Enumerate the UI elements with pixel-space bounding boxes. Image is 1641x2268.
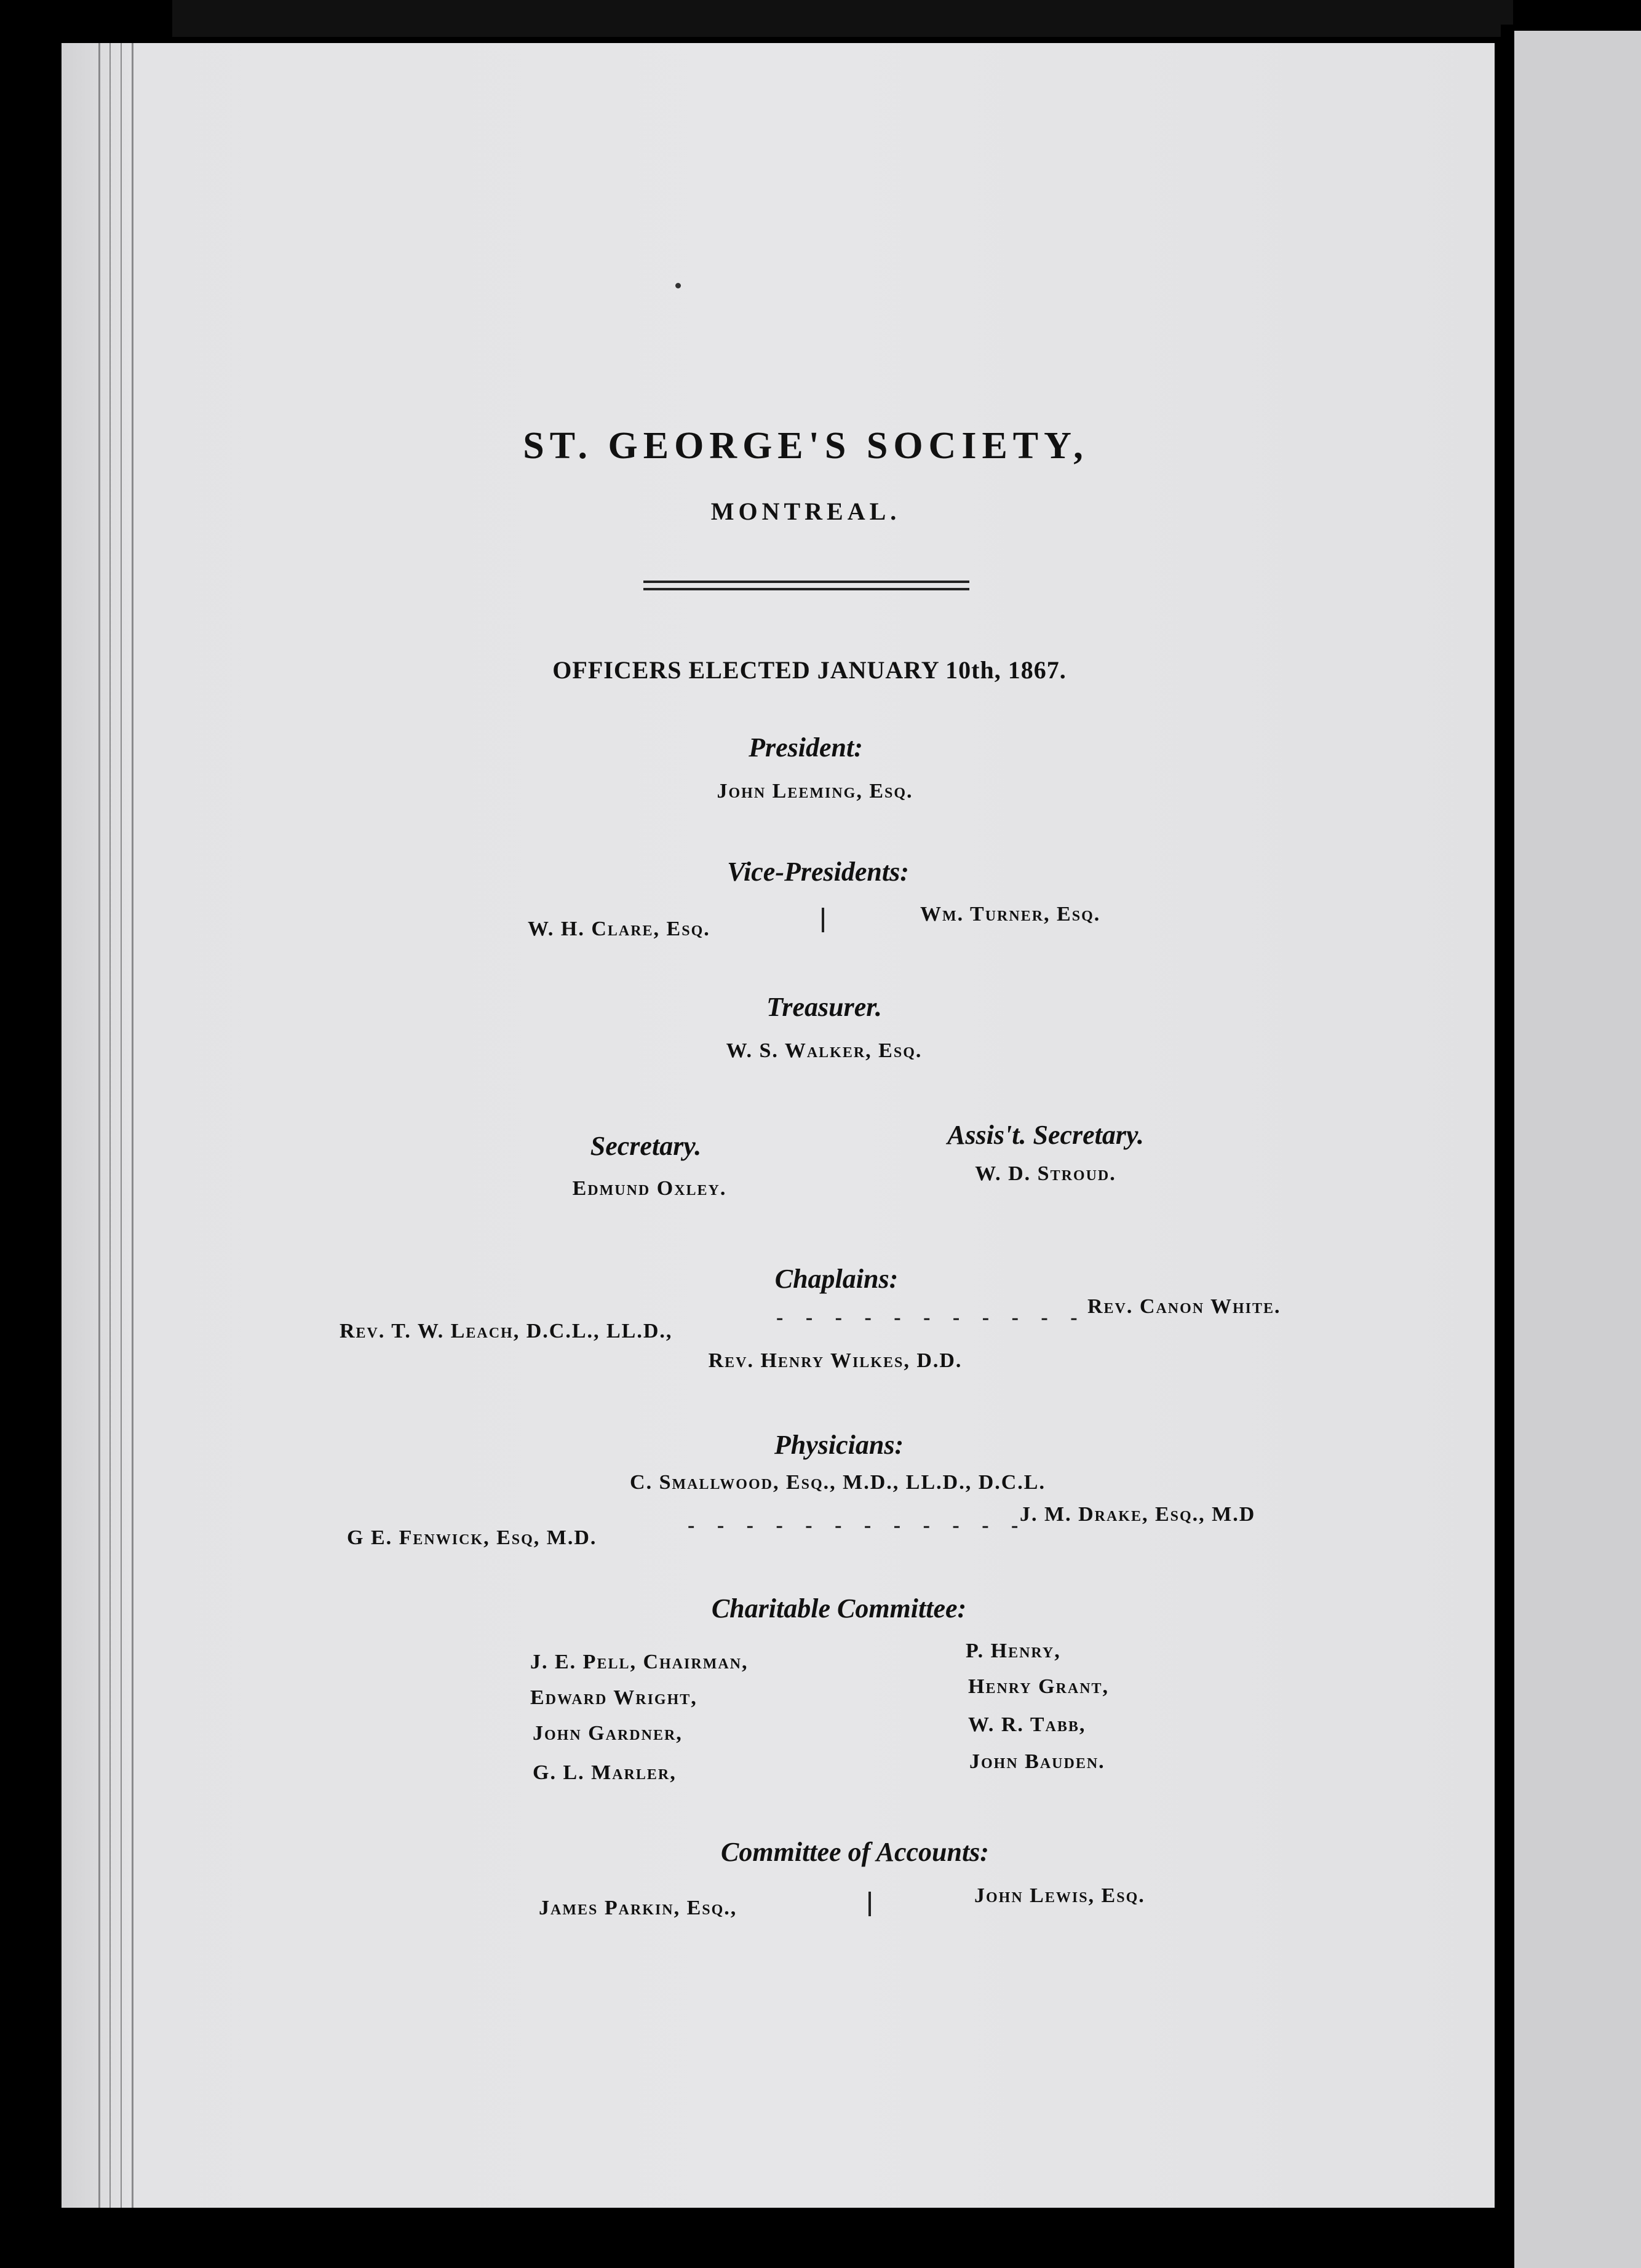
president-name: John Leeming, Esq. (717, 780, 913, 803)
treasurer-name: W. S. Walker, Esq. (726, 1039, 923, 1062)
charitable-member-left: G. L. Marler, (533, 1761, 677, 1784)
title-rule (643, 588, 969, 590)
document-title: ST. GEORGE'S SOCIETY, (523, 425, 1089, 467)
physician-center: C. Smallwood, Esq., M.D., LL.D., D.C.L. (630, 1471, 1046, 1494)
charitable-member-right: P. Henry, (966, 1640, 1061, 1662)
physician-left: G E. Fenwick, Esq, M.D. (347, 1526, 597, 1549)
page-sheet (62, 43, 1495, 2208)
president-label: President: (749, 732, 863, 763)
chaplains-label: Chaplains: (774, 1264, 899, 1294)
ink-speck (675, 283, 681, 288)
title-rule (643, 581, 969, 583)
vice-president-right: Wm. Turner, Esq. (920, 903, 1101, 926)
charitable-member-right: John Bauden. (969, 1750, 1105, 1773)
assistant-secretary-label: Assis't. Secretary. (947, 1120, 1144, 1150)
treasurer-label: Treasurer. (766, 992, 882, 1022)
page-gutter (1501, 25, 1514, 2268)
chaplain-right: Rev. Canon White. (1087, 1295, 1281, 1318)
secretary-label: Secretary. (590, 1131, 702, 1161)
charitable-committee-label: Charitable Committee: (711, 1593, 967, 1624)
officers-heading: OFFICERS ELECTED JANUARY 10th, 1867. (552, 656, 1067, 684)
document-subtitle: MONTREAL. (710, 498, 901, 525)
dotted-leader: - - - - - - - - - - - - (688, 1514, 1027, 1537)
physician-right: J. M. Drake, Esq., M.D (1020, 1503, 1256, 1526)
facing-page-edge (1514, 31, 1641, 2268)
page-edge-line (109, 43, 111, 2208)
charitable-member-right: W. R. Tabb, (968, 1713, 1086, 1736)
column-divider (868, 1892, 871, 1916)
charitable-member-left: Edward Wright, (530, 1686, 697, 1709)
page-edge-line (98, 43, 100, 2208)
chaplain-left: Rev. T. W. Leach, D.C.L., LL.D., (340, 1320, 673, 1342)
vice-presidents-label: Vice-Presidents: (727, 857, 909, 887)
charitable-member-left: John Gardner, (533, 1722, 683, 1745)
committee-of-accounts-label: Committee of Accounts: (721, 1837, 989, 1867)
accounts-member-left: James Parkin, Esq., (539, 1897, 737, 1919)
chaplain-center: Rev. Henry Wilkes, D.D. (708, 1349, 963, 1372)
assistant-secretary-name: W. D. Stroud. (975, 1162, 1116, 1185)
physicians-label: Physicians: (774, 1430, 904, 1460)
vice-president-left: W. H. Clare, Esq. (528, 918, 710, 940)
page-edge-line (121, 43, 122, 2208)
dotted-leader: - - - - - - - - - - - (776, 1306, 1086, 1329)
page-edge-line (132, 43, 133, 2208)
charitable-member-right: Henry Grant, (968, 1675, 1110, 1698)
charitable-member-left: J. E. Pell, Chairman, (530, 1651, 749, 1673)
accounts-member-right: John Lewis, Esq. (974, 1884, 1145, 1907)
scan-top-border (172, 0, 1513, 37)
secretary-name: Edmund Oxley. (572, 1177, 727, 1200)
column-divider (822, 908, 824, 932)
